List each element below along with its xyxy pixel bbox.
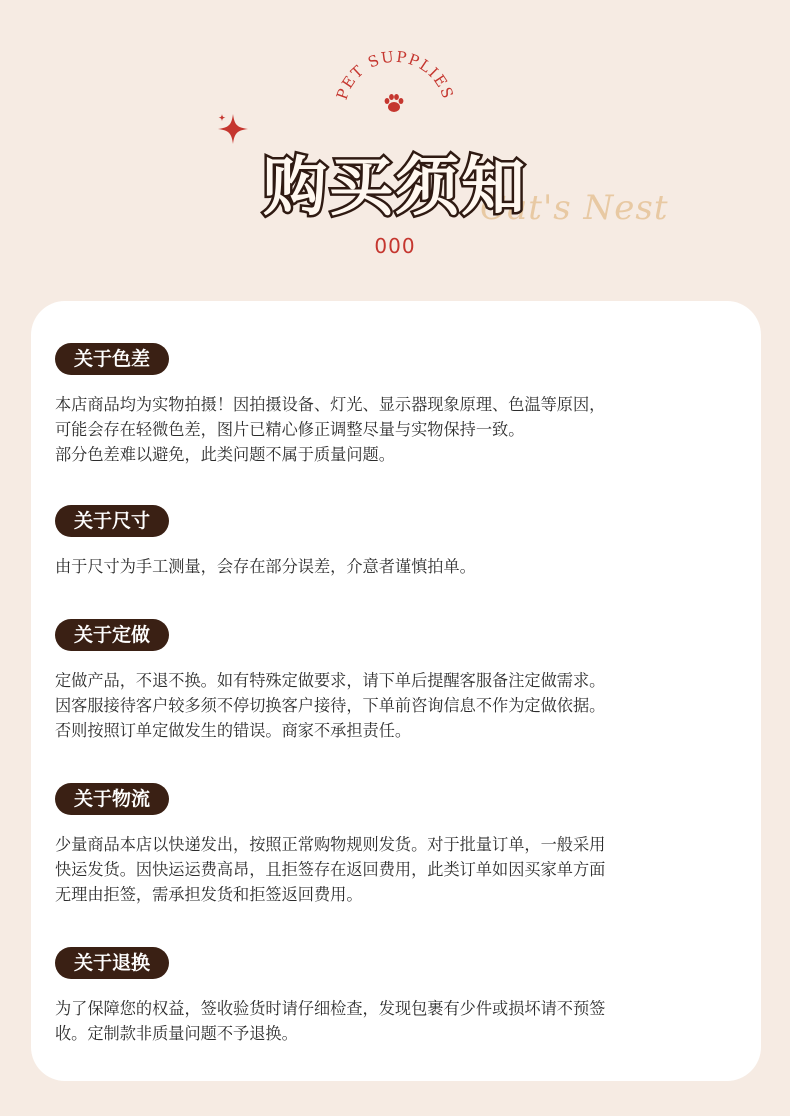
section-text: 为了保障您的权益，签收验货时请仔细检查，发现包裹有少件或损坏请不预签 收。定制款非质量问题不予退换。 [55, 999, 606, 1043]
section-badge: 关于定做 [55, 619, 169, 651]
section-color-difference [55, 343, 745, 467]
section-returns [55, 947, 745, 1046]
section-text: 本店商品均为实物拍摄！因拍摄设备、灯光、显示器现象原理、色温等原因， 可能会存在轻微色差，图片已精心修正调整尽量与实物保持一致。 部分色差难以避免，此类问题不属于质量问题。 [55, 395, 606, 464]
section-custom-order [55, 619, 745, 743]
paw-icon [382, 92, 406, 114]
section-badge: 关于物流 [55, 783, 169, 815]
arc-text-label: PET SUPPLIES [332, 47, 458, 102]
section-badge: 关于尺寸 [55, 505, 169, 537]
header [0, 0, 790, 300]
section-badge: 关于色差 [55, 343, 169, 375]
section-logistics [55, 783, 745, 907]
arc-brand-text [0, 0, 790, 140]
script-watermark: Cat's Nest [480, 188, 669, 228]
page-title: 购买须知 [263, 151, 527, 225]
decorative-dots: 000 [374, 234, 416, 258]
section-text: 由于尺寸为手工测量，会存在部分误差，介意者谨慎拍单。 [55, 557, 476, 576]
section-text: 定做产品，不退不换。如有特殊定做要求，请下单后提醒客服备注定做需求。 因客服接待客户较多须不停切换客户接待，下单前咨询信息不作为定做依据。 否则按照订单定做发生的错误。商家不承担责任。 [55, 671, 606, 740]
section-text: 少量商品本店以快递发出，按照正常购物规则发货。对于批量订单，一般采用 快运发货。因快运运费高昂，且拒签存在返回费用，此类订单如因买家单方面 无理由拒签，需承担发货和拒签返回费用。 [55, 835, 606, 904]
section-badge: 关于退换 [55, 947, 169, 979]
section-size [55, 505, 745, 579]
notice-card [31, 301, 761, 1081]
